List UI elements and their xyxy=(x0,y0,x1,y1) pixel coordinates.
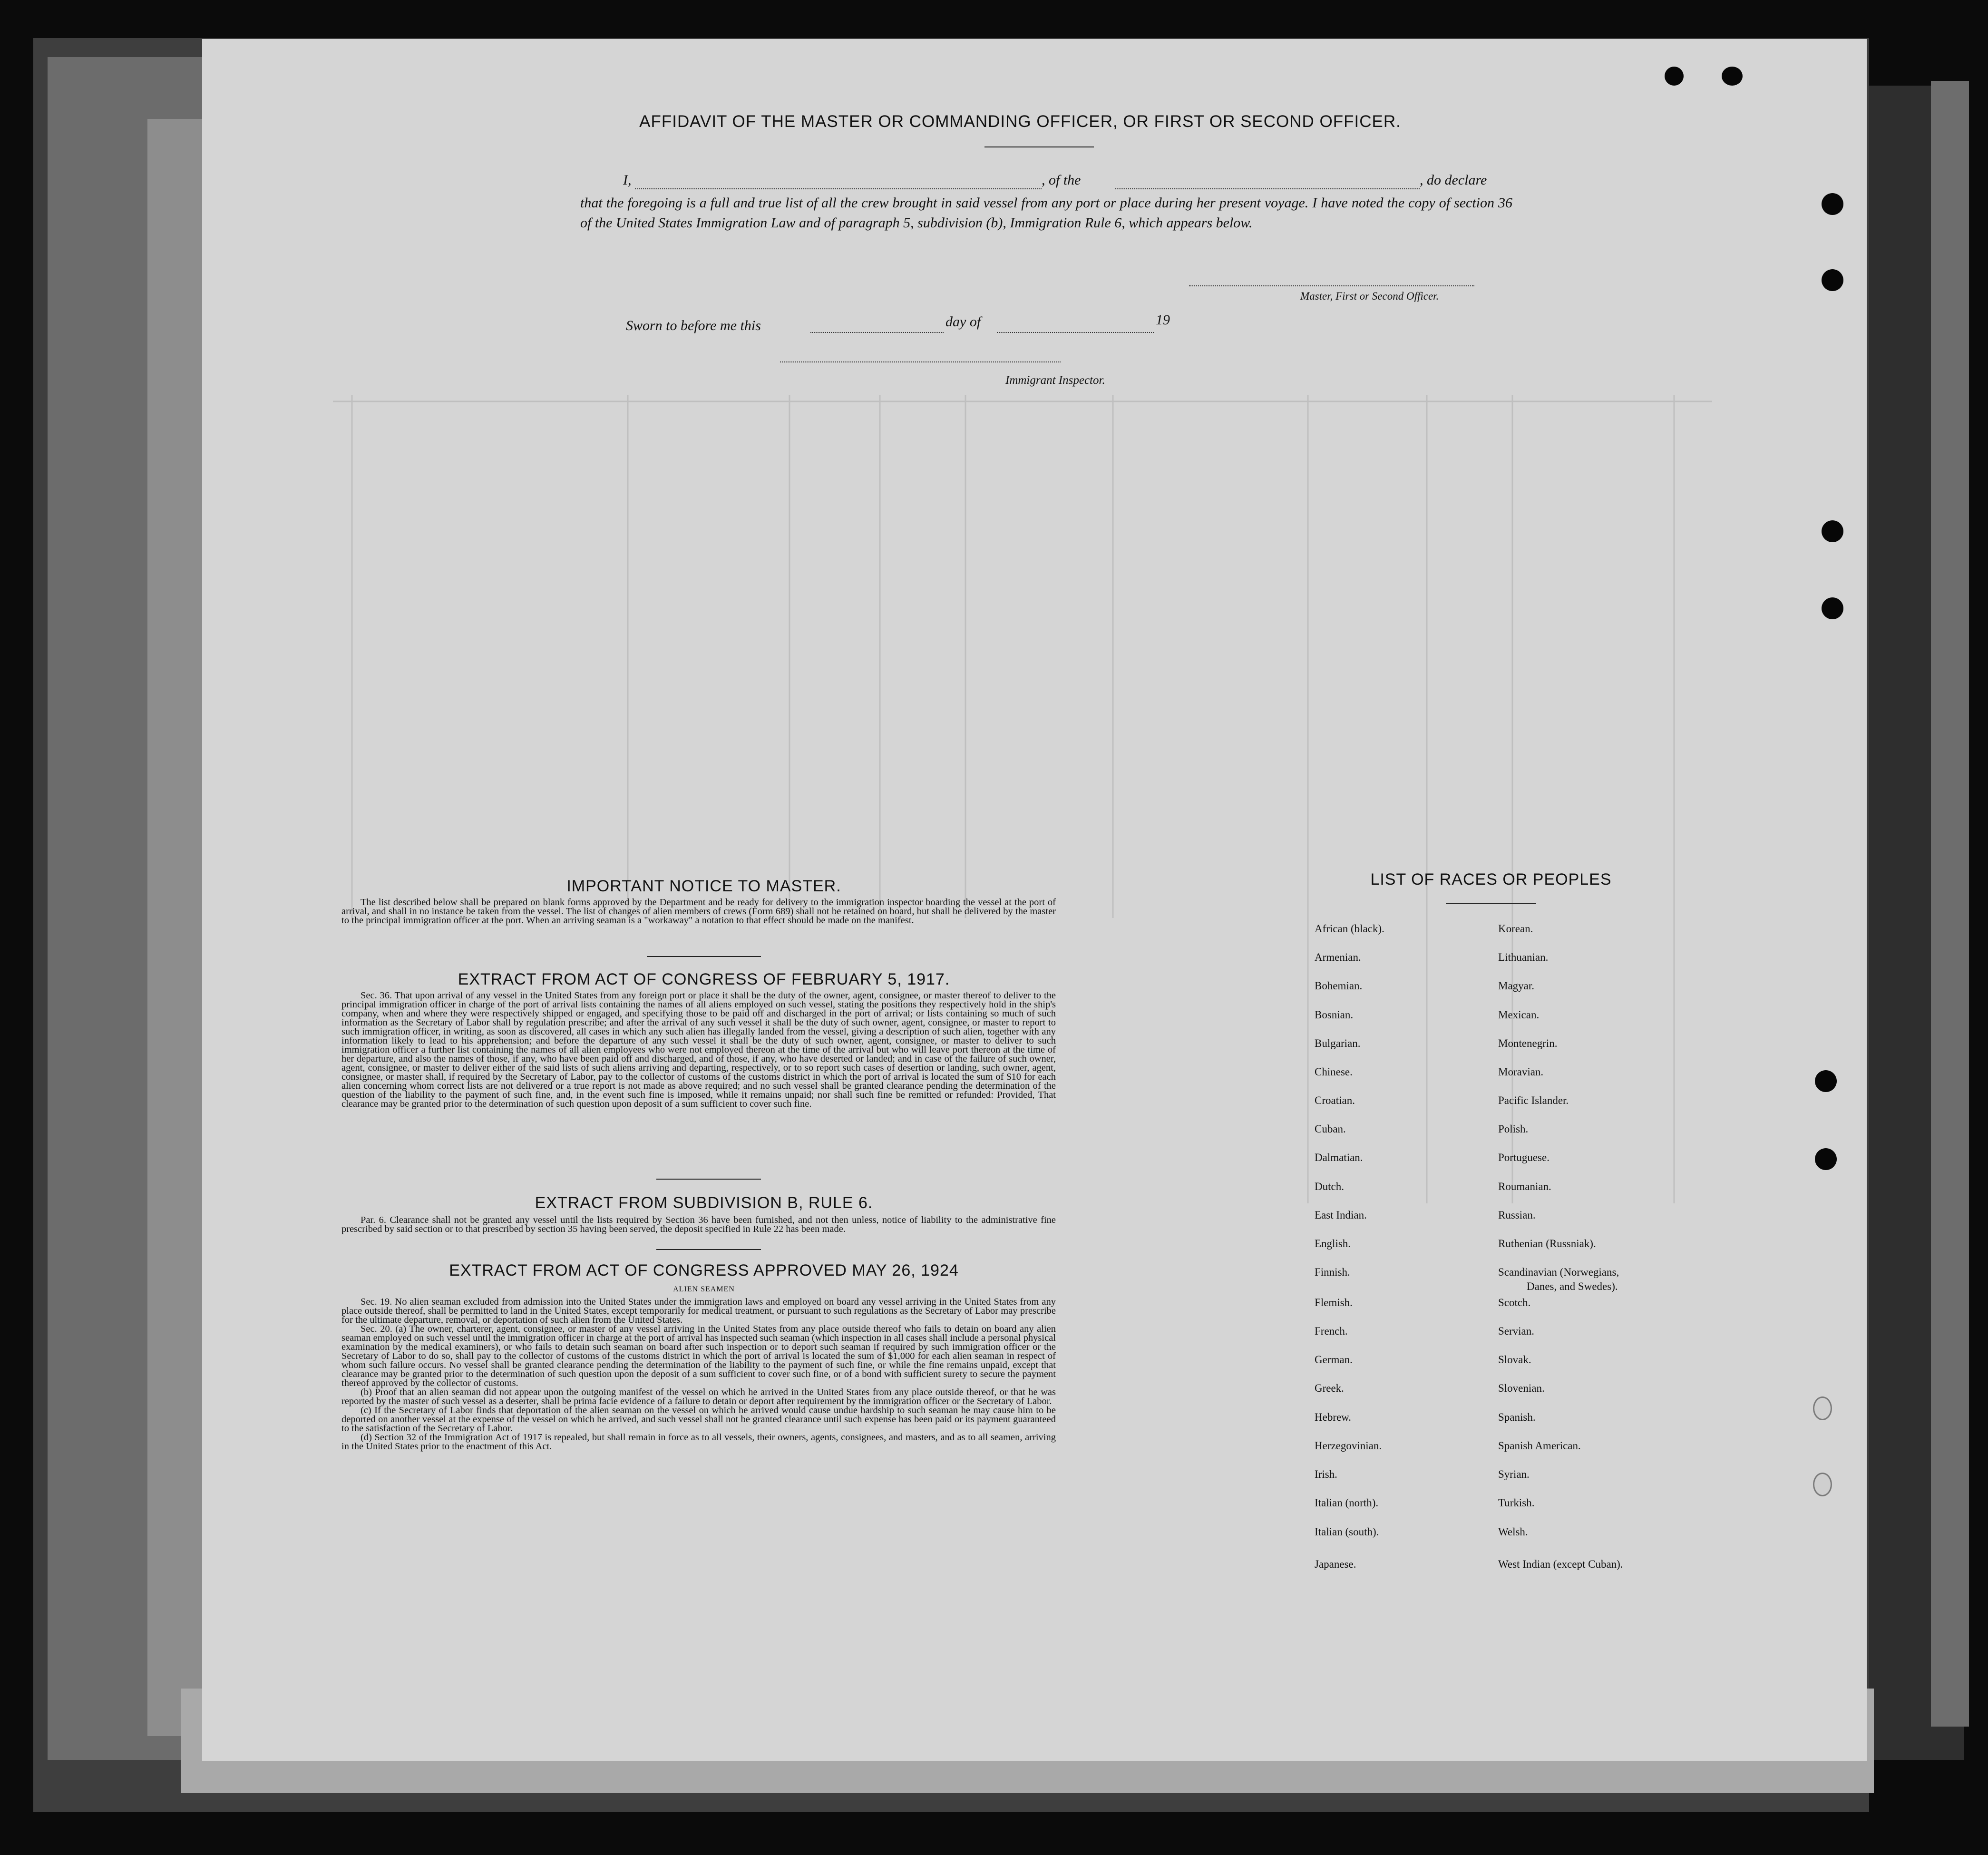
extract-1924-title: EXTRACT FROM ACT OF CONGRESS APPROVED MAY 26, 1924 xyxy=(449,1261,959,1279)
race-item: Moravian. xyxy=(1498,1066,1544,1078)
race-item: Polish. xyxy=(1498,1123,1529,1135)
affidavit-line1-end: , do declare xyxy=(1420,172,1487,188)
vessel-field[interactable] xyxy=(1115,174,1420,189)
race-item: French. xyxy=(1315,1325,1348,1337)
name-field[interactable] xyxy=(635,174,1042,189)
race-item: Chinese. xyxy=(1315,1066,1353,1078)
race-item: Spanish American. xyxy=(1498,1440,1581,1452)
section-rule xyxy=(647,956,761,957)
race-item: Mexican. xyxy=(1498,1009,1540,1021)
extract-rule6-text xyxy=(341,1216,1056,1234)
race-item: Finnish. xyxy=(1315,1266,1350,1278)
race-item: German. xyxy=(1315,1354,1353,1366)
punch-hole xyxy=(1722,67,1743,86)
punch-hole-light xyxy=(1813,1473,1832,1496)
title-rule xyxy=(984,146,1094,147)
race-item: Dalmatian. xyxy=(1315,1152,1363,1163)
races-title: LIST OF RACES OR PEOPLES xyxy=(1370,870,1612,888)
punch-hole xyxy=(1815,1148,1837,1170)
race-item: Syrian. xyxy=(1498,1468,1530,1480)
sec20b-paragraph: (b) Proof that an alien seaman did not appear upon the outgoing manifest of the vessel on which he arrived in the United States from any place outside thereof, or that he was reported by the master of such vessel as a deserter, shall be prima facie evidence of a failure to detain or deport after requirement by the immigration officer or the Secretary of Labor. xyxy=(341,1387,1056,1406)
race-item: Scandinavian (Norwegians, xyxy=(1498,1266,1619,1278)
punch-hole xyxy=(1822,597,1843,619)
race-item: Magyar. xyxy=(1498,980,1535,992)
race-item: Cuban. xyxy=(1315,1123,1346,1135)
race-item-continuation: Danes, and Swedes). xyxy=(1527,1280,1618,1292)
sec20a-paragraph: Sec. 20. (a) The owner, charterer, agent, consignee, or master of any vessel arriving in the United States from any place outside thereof who fails to detain on board any alien seaman employed on such vessel until the immigration officer in charge at the port of arrival has inspected such seaman (which inspection in all cases shall include a personal physical examination by the medical examiners), or who fails to detain such seaman on board after such inspection or to deport such seaman if required by such immigration officer or the Secretary of Labor to do so, shall pay to the collector of customs of the customs district in which the port of arrival is located the sum of $1,000 for each alien seaman in respect of whom such failure occurs. No vessel shall be granted clearance pending the determination of the liability to the payment of such fine, or while the fine remains unpaid, except that clearance may be granted prior to the determination of such question upon the deposit of a sum sufficient to cover such fine, or of a bond with sufficient surety to secure the payment thereof approved by the collector of customs. xyxy=(341,1324,1056,1388)
extract-1924-subtitle: ALIEN SEAMEN xyxy=(673,1285,735,1293)
affidavit-of-the: , of the xyxy=(1042,172,1081,188)
notice-title: IMPORTANT NOTICE TO MASTER. xyxy=(566,877,841,895)
punch-hole xyxy=(1822,193,1843,215)
sworn-day-field[interactable] xyxy=(810,319,944,333)
race-item: Korean. xyxy=(1498,923,1533,935)
affidavit-body: that the foregoing is a full and true list of all the crew brought in said vessel from any port or place during her present voyage. I have noted the copy of section 36 of the United States Immigration Law and of paragraph 5, subdivision (b), Immigration Rule 6, which appears below. xyxy=(580,195,1512,231)
sec19-paragraph: Sec. 19. No alien seaman excluded from admission into the United States under the immigration laws and employed on board any vessel arriving in the United States from any place outside thereof, shall be permitted to land in the United States, except temporarily for medical treatment, or pursuant to such regulations as the Secretary of Labor may prescribe for the ultimate departure, removal, or deportation of such alien from the United States. xyxy=(341,1297,1056,1325)
notice-paragraph: The list described below shall be prepared on blank forms approved by the Department and be ready for delivery to the immigration inspector boarding the vessel at the port of arrival, and shall in no instance be taken from the vessel. The list of changes of alien members of crews (Form 689) shall not be retained on board, but shall be delivered by the master to the principal immigration officer at the port. When an arriving seaman is a "workaway" a notation to that effect should be made on the manifest. xyxy=(341,897,1056,926)
extract-rule6-title: EXTRACT FROM SUBDIVISION B, RULE 6. xyxy=(535,1194,873,1212)
race-item: Italian (south). xyxy=(1315,1526,1379,1538)
race-item: Bohemian. xyxy=(1315,980,1363,992)
day-of-label: day of xyxy=(945,314,981,330)
year-label: 19 xyxy=(1156,312,1170,328)
punch-hole-light xyxy=(1813,1396,1832,1420)
race-item: Japanese. xyxy=(1315,1558,1356,1570)
extract-rule6-paragraph: Par. 6. Clearance shall not be granted any vessel until the lists required by Section 36 have been furnished, and not then unless, notice of liability to the administrative fine prescribed by said section or to that prescribed by section 35 having been served, the deposit specified in Rule 22 has been made. xyxy=(341,1215,1056,1234)
race-item: Bosnian. xyxy=(1315,1009,1354,1021)
race-item: Herzegovinian. xyxy=(1315,1440,1382,1452)
race-item: Greek. xyxy=(1315,1382,1344,1394)
extract-1917-paragraph: Sec. 36. That upon arrival of any vessel in the United States from any foreign port or place it shall be the duty of the owner, agent, consignee, or master thereof to deliver to the principal immigration officer in charge of the port of arrival lists containing the names of all aliens employed on such vessel, stating the positions they respectively hold in the ship's company, when and where they were respectively shipped or engaged, and specifying those to be paid off and discharged in the port of arrival; or lists containing so much of such information as the Secretary of Labor shall by regulation prescribe; and after the arrival of any such vessel it shall be the duty of such owner, agent, consignee, or master to report to such immigration officer, in writing, as soon as discovered, all cases in which any such alien has illegally landed from the vessel, giving a description of such alien, together with any information likely to lead to his apprehension; and before the departure of any such vessel it shall be the duty of such owner, agent, consignee, or master to deliver to such immigration officer a further list containing the names of all alien employees who were not employed thereon at the time of the arrival but who will leave port thereon at the time of her departure, and also the names of those, if any, who have been paid off and discharged, and of those, if any, who have deserted or landed; and in case of the failure of such owner, agent, consignee, or master to deliver either of the said lists of such aliens arriving and departing, respectively, or to so report such cases of desertion or landing, such owner, agent, consignee, or master shall, if required by the Secretary of Labor, pay to the collector of customs of the customs district in which the port of arrival is located the sum of $10 for each alien concerning whom correct lists are not delivered or a true report is not made as above required; and no such vessel shall be granted clearance pending the determination of the question of the liability to the payment of such fine, and, in the event such fine is imposed, while it remains unpaid; nor shall such fine be remitted or refunded: Provided, That clearance may be granted prior to the determination of such question upon deposit of a sum sufficient to cover such fine. xyxy=(341,990,1056,1109)
sec20c-paragraph: (c) If the Secretary of Labor finds that deportation of the alien seaman on the vessel on which he arrived would cause undue hardship to such seaman he may cause him to be deported on another vessel at the expense of the vessel on which he arrived, and such vessel shall not be granted clearance until such expense has been paid or its payment guaranteed to the satisfaction of the Secretary of Labor. xyxy=(341,1405,1056,1434)
sec20d-paragraph: (d) Section 32 of the Immigration Act of 1917 is repealed, but shall remain in force as to all vessels, their owners, agents, consignees, and masters, and as to all seamen, arriving in the United States prior to the enactment of this Act. xyxy=(341,1432,1056,1452)
race-item: English. xyxy=(1315,1238,1351,1250)
race-item: Bulgarian. xyxy=(1315,1037,1361,1049)
section-rule xyxy=(656,1249,761,1250)
notice-text xyxy=(341,898,1056,925)
races-title-rule xyxy=(1446,903,1536,904)
race-item: East Indian. xyxy=(1315,1209,1367,1221)
race-item: Flemish. xyxy=(1315,1297,1353,1308)
master-signature-field[interactable] xyxy=(1189,273,1474,286)
race-item: West Indian (except Cuban). xyxy=(1498,1558,1623,1570)
race-item: Portuguese. xyxy=(1498,1152,1549,1163)
race-item: Armenian. xyxy=(1315,951,1361,963)
race-item: Roumanian. xyxy=(1498,1181,1551,1192)
affidavit-line1-start: I, xyxy=(623,172,632,188)
race-item: African (black). xyxy=(1315,923,1384,935)
sworn-label: Sworn to before me this xyxy=(626,318,761,333)
sworn-month-field[interactable] xyxy=(997,319,1154,333)
race-item: Turkish. xyxy=(1498,1497,1535,1509)
race-item: Dutch. xyxy=(1315,1181,1344,1192)
race-item: Montenegrin. xyxy=(1498,1037,1558,1049)
race-item: Croatian. xyxy=(1315,1094,1355,1106)
race-item: Lithuanian. xyxy=(1498,951,1549,963)
race-item: Italian (north). xyxy=(1315,1497,1379,1509)
race-item: Hebrew. xyxy=(1315,1411,1352,1423)
punch-hole xyxy=(1822,269,1843,291)
extract-1917-text xyxy=(341,991,1056,1109)
inspector-signature-field[interactable] xyxy=(780,352,1061,362)
race-item: Servian. xyxy=(1498,1325,1535,1337)
race-item: Spanish. xyxy=(1498,1411,1536,1423)
race-item: Scotch. xyxy=(1498,1297,1531,1308)
punch-hole xyxy=(1665,67,1684,86)
punch-hole xyxy=(1822,520,1843,542)
right-paper-fold xyxy=(1931,81,1969,1727)
affidavit-title: AFFIDAVIT OF THE MASTER OR COMMANDING OFFICER, OR FIRST OR SECOND OFFICER. xyxy=(639,112,1401,131)
race-item: Slovak. xyxy=(1498,1354,1531,1366)
extract-1917-title: EXTRACT FROM ACT OF CONGRESS OF FEBRUARY 5, 1917. xyxy=(458,970,950,988)
race-item: Irish. xyxy=(1315,1468,1337,1480)
punch-hole xyxy=(1815,1070,1837,1092)
race-item: Slovenian. xyxy=(1498,1382,1545,1394)
race-item: Russian. xyxy=(1498,1209,1536,1221)
master-signature-label: Master, First or Second Officer. xyxy=(1300,290,1439,302)
section-rule xyxy=(656,1179,761,1180)
race-item: Ruthenian (Russniak). xyxy=(1498,1238,1596,1250)
extract-1924-text xyxy=(341,1298,1056,1451)
race-item: Welsh. xyxy=(1498,1526,1528,1538)
inspector-signature-label: Immigrant Inspector. xyxy=(1005,374,1105,387)
race-item: Pacific Islander. xyxy=(1498,1094,1569,1106)
